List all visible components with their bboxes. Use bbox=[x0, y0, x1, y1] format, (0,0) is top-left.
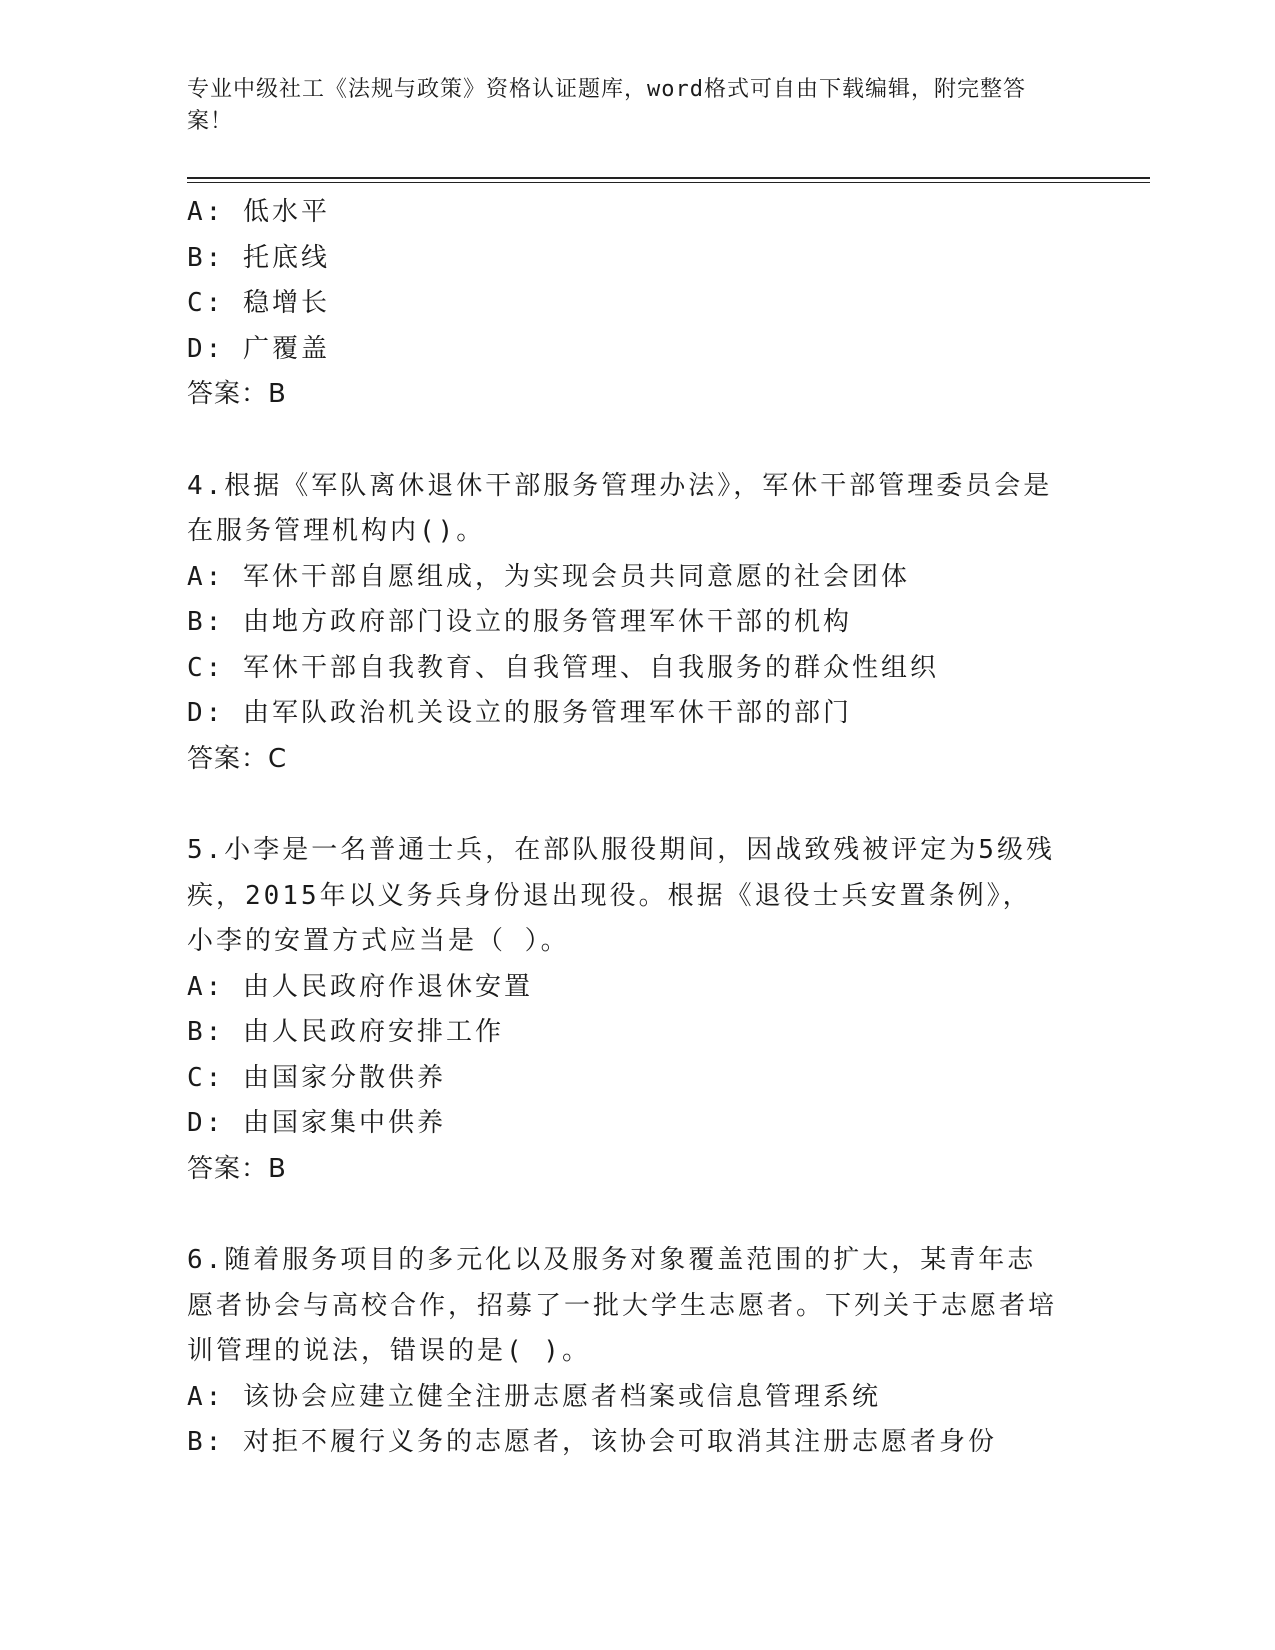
option-d: D: 由国家集中供养 bbox=[187, 1108, 446, 1138]
option-a: A: 该协会应建立健全注册志愿者档案或信息管理系统 bbox=[187, 1381, 881, 1412]
option-c: C: 军休干部自我教育、自我管理、自我服务的群众性组织 bbox=[187, 652, 939, 683]
question-6 bbox=[187, 1238, 1067, 1466]
header-divider-thick bbox=[187, 177, 1150, 179]
option-b: B: 对拒不履行义务的志愿者，该协会可取消其注册志愿者身份 bbox=[187, 1427, 997, 1457]
option-b: B: 由人民政府安排工作 bbox=[187, 1017, 504, 1047]
question-stem: 5.小李是一名普通士兵，在部队服役期间，因战致残被评定为5级残疾，2015年以义务兵身份退出现役。根据《退役士兵安置条例》，小李的安置方式应当是（ ）。 bbox=[187, 835, 1055, 956]
answer: 答案：C bbox=[187, 743, 288, 774]
option-d: D: 由军队政治机关设立的服务管理军休干部的部门 bbox=[187, 698, 852, 728]
spacer bbox=[187, 418, 1067, 464]
question-stem: 6.随着服务项目的多元化以及服务对象覆盖范围的扩大，某青年志愿者协会与高校合作，招募了一批大学生志愿者。下列关于志愿者培训管理的说法，错误的是( )。 bbox=[187, 1245, 1058, 1366]
question-stem: 4.根据《军队离休退休干部服务管理办法》，军休干部管理委员会是在服务管理机构内()。 bbox=[187, 470, 1053, 546]
spacer bbox=[187, 1192, 1067, 1238]
option-b: B: 由地方政府部门设立的服务管理军休干部的机构 bbox=[187, 607, 852, 637]
answer: 答案：B bbox=[187, 1153, 287, 1184]
question-5 bbox=[187, 828, 1067, 1192]
header-divider-thin bbox=[187, 182, 1150, 183]
option-a: A: 由人民政府作退休安置 bbox=[187, 971, 533, 1002]
option-a: A: 低水平 bbox=[187, 197, 330, 227]
option-c: C: 稳增长 bbox=[187, 288, 330, 318]
option-b: B: 托底线 bbox=[187, 242, 330, 273]
question-3 bbox=[187, 190, 1067, 418]
answer: 答案：B bbox=[187, 379, 287, 409]
option-a: A: 军休干部自愿组成，为实现会员共同意愿的社会团体 bbox=[187, 561, 910, 592]
spacer bbox=[187, 782, 1067, 828]
question-4 bbox=[187, 464, 1067, 783]
option-d: D: 广覆盖 bbox=[187, 333, 330, 364]
question-list bbox=[187, 190, 1067, 1466]
document-header: 专业中级社工《法规与政策》资格认证题库，word格式可自由下载编辑，附完整答案！ bbox=[187, 77, 1026, 134]
option-c: C: 由国家分散供养 bbox=[187, 1062, 446, 1093]
